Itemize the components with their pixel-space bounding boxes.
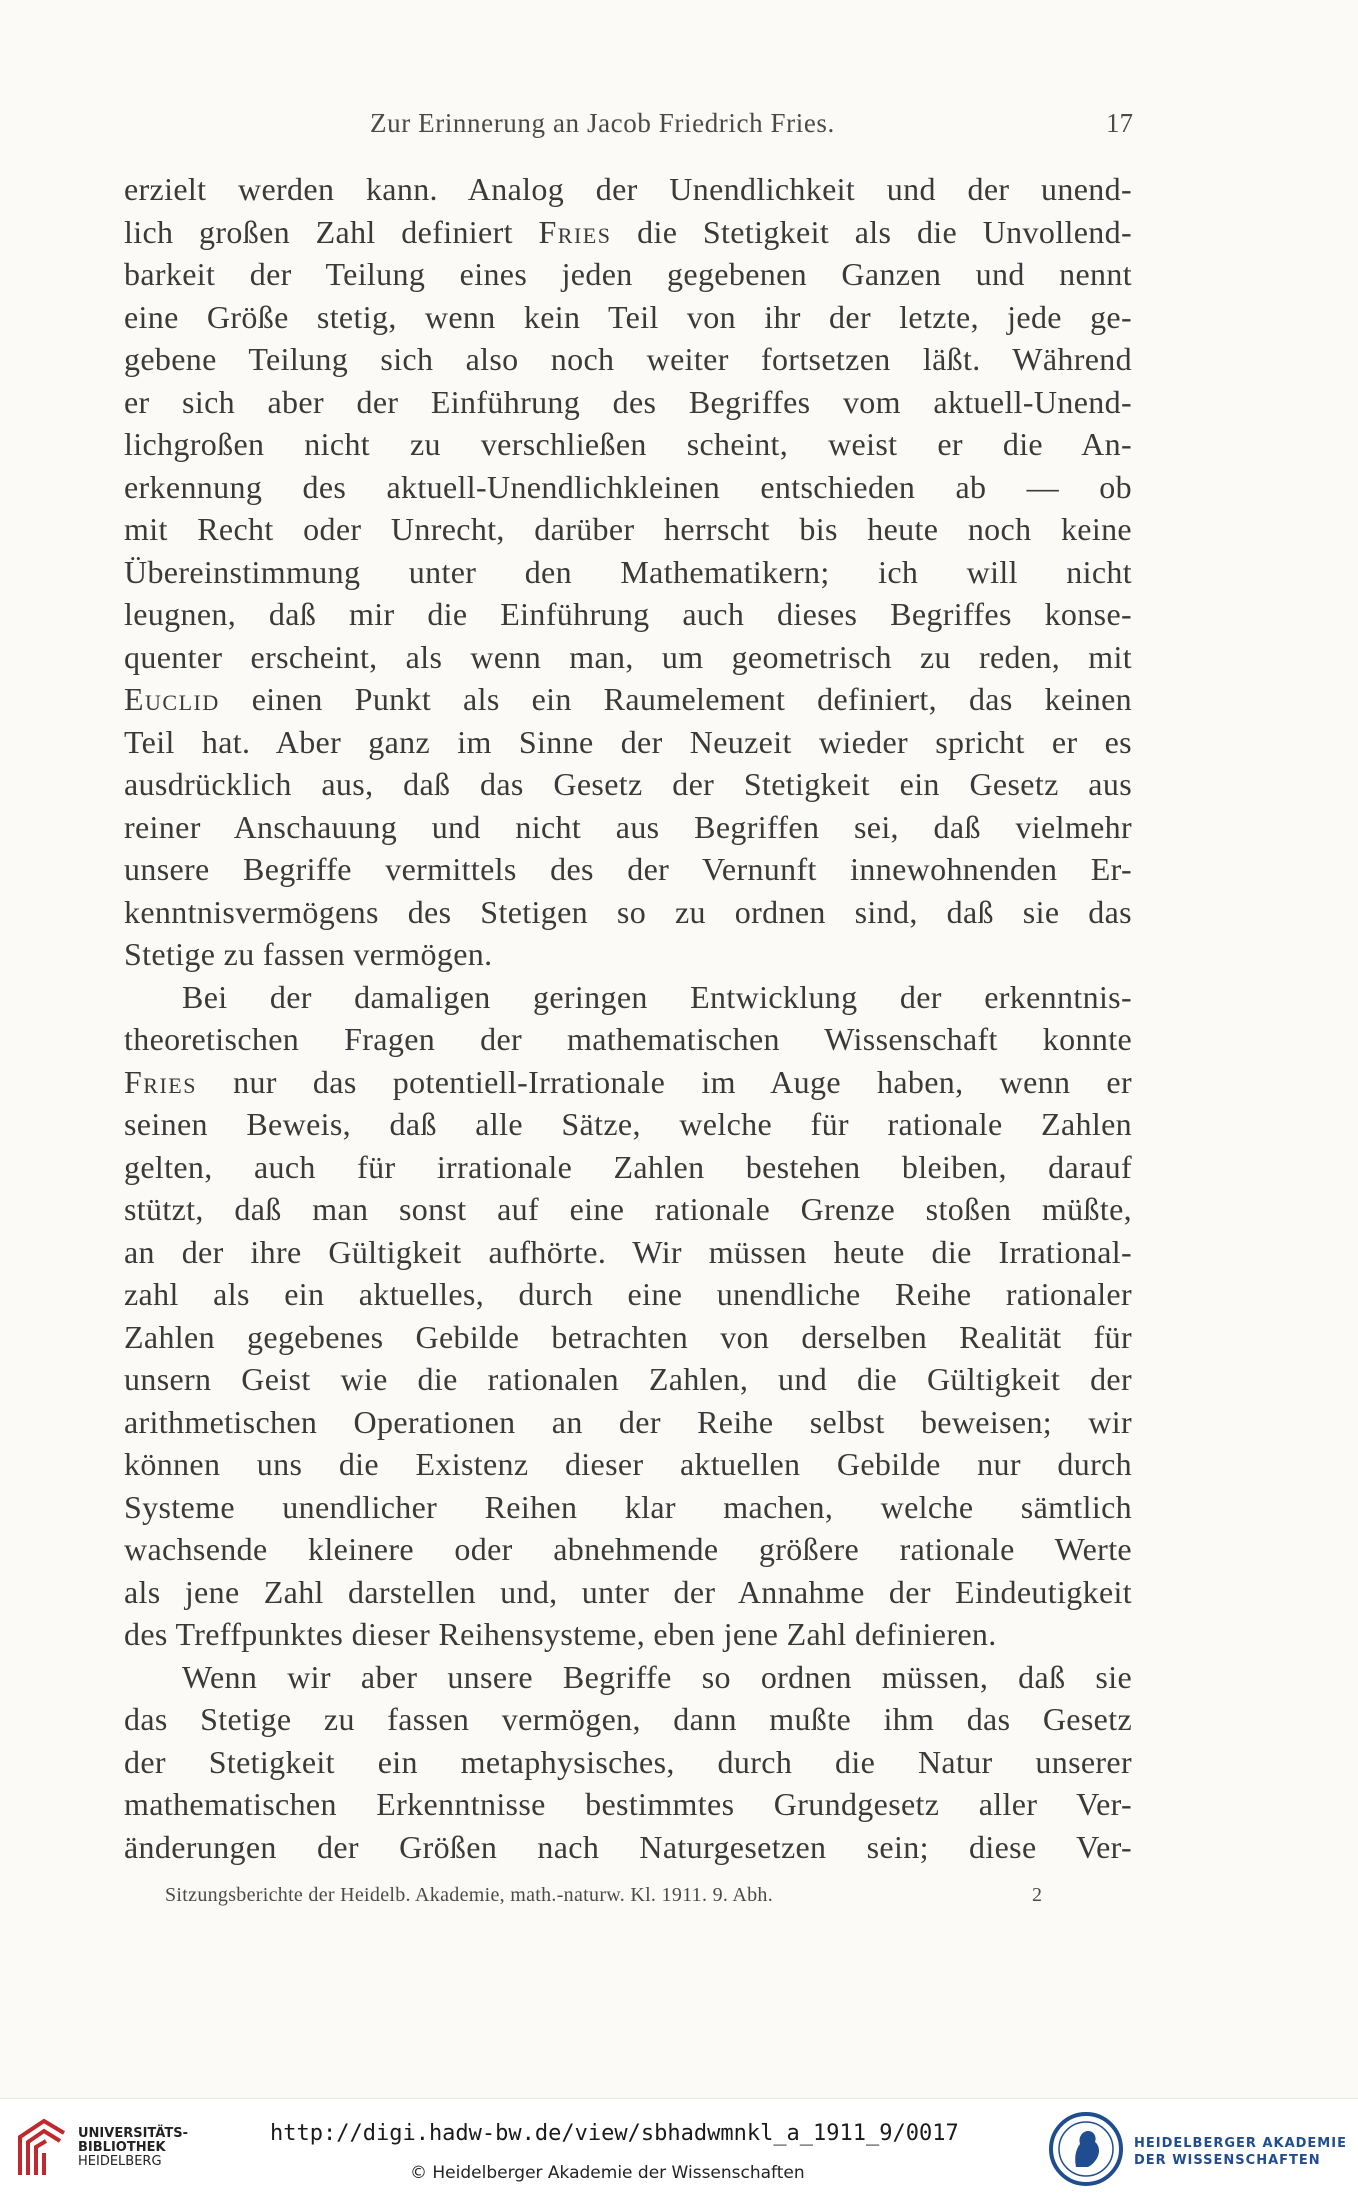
text-line: stützt, daß man sonst auf eine rationale Grenze stoßen müßte, (124, 1191, 1132, 1227)
body-text (124, 168, 1132, 1868)
running-title: Zur Erinnerung an Jacob Friedrich Fries. (370, 108, 835, 138)
text-line: Übereinstimmung unter den Mathematikern; ich will nicht (124, 553, 1132, 590)
text-line: änderungen der Größen nach Naturgesetzen sein; diese Ver- (124, 1828, 1132, 1865)
text-line: eine Größe stetig, wenn kein Teil von ihr der letzte, jede ge- (124, 298, 1132, 335)
text-line: unsern Geist wie die rationalen Zahlen, und die Gültigkeit der (124, 1361, 1132, 1397)
text-line: gelten, auch für irrationale Zahlen bestehen bleiben, darauf (124, 1148, 1132, 1185)
text-line: an der ihre Gültigkeit aufhörte. Wir müssen heute die Irrational- (124, 1233, 1132, 1270)
text-line: Fries nur das potentiell-Irrationale im Auge haben, wenn er (124, 1063, 1132, 1100)
text-line: Wenn wir aber unsere Begriffe so ordnen müssen, daß sie (182, 1658, 1132, 1695)
academy-label: HEIDELBERGER AKADEMIE DER WISSENSCHAFTEN (1134, 2136, 1347, 2168)
text-line: der Stetigkeit ein metaphysisches, durch die Natur unserer (124, 1743, 1132, 1780)
text-line: er sich aber der Einführung des Begriffes vom aktuell-Unend- (124, 383, 1132, 420)
text-line: gebene Teilung sich also noch weiter fortsetzen läßt. Während (124, 341, 1132, 377)
text-line: barkeit der Teilung eines jeden gegebenen Ganzen und nennt (124, 256, 1132, 292)
name-fries: Fries (538, 213, 612, 250)
text-line: erkennung des aktuell-Unendlichkleinen entschieden ab — ob (124, 468, 1132, 505)
text-line: des Treffpunktes dieser Reihensysteme, eben jene Zahl definieren. (124, 1616, 997, 1652)
text-line: Systeme unendlicher Reihen klar machen, welche sämtlich (124, 1488, 1132, 1525)
text-line: das Stetige zu fassen vermögen, dann mußte ihm das Gesetz (124, 1701, 1132, 1737)
text-line: reiner Anschauung und nicht aus Begriffen sei, daß vielmehr (124, 808, 1132, 845)
text-line: quenter erscheint, als wenn man, um geometrisch zu reden, mit (124, 638, 1132, 675)
name-fries: Fries (124, 1063, 197, 1100)
text-line: Teil hat. Aber ganz im Sinne der Neuzeit wieder spricht er es (124, 723, 1132, 760)
text-line: erzielt werden kann. Analog der Unendlichkeit und der unend- (124, 171, 1132, 207)
permalink-url[interactable]: http://digi.hadw-bw.de/view/sbhadwmnkl_a_1911_9/0017 (270, 2121, 959, 2146)
text-line: theoretischen Fragen der mathematischen Wissenschaft konnte (124, 1021, 1132, 1057)
text-line: seinen Beweis, daß alle Sätze, welche für rationale Zahlen (124, 1106, 1132, 1142)
text-line: zahl als ein aktuelles, durch eine unendliche Reihe rationaler (124, 1276, 1132, 1312)
sheet-number: 2 (1032, 1884, 1042, 1906)
text-line: Stetige zu fassen vermögen. (124, 936, 493, 972)
text-line: kenntnisvermögens des Stetigen so zu ordnen sind, daß sie das (124, 893, 1132, 930)
text-line: unsere Begriffe vermittels des der Vernunft innewohnenden Er- (124, 851, 1132, 887)
page-number: 17 (1106, 108, 1133, 138)
ub-heidelberg-label: UNIVERSITÄTS- BIBLIOTHEK HEIDELBERG (78, 2126, 188, 2169)
text-line: Euclid einen Punkt als ein Raumelement definiert, das keinen (124, 681, 1132, 717)
text-line: wachsende kleinere oder abnehmende größere rationale Werte (124, 1531, 1132, 1567)
text-line: mathematischen Erkenntnisse bestimmtes Grundgesetz aller Ver- (124, 1786, 1132, 1822)
text-line: lichgroßen nicht zu verschließen scheint, weist er die An- (124, 426, 1132, 462)
signature-line: Sitzungsberichte der Heidelb. Akademie, math.-naturw. Kl. 1911. 9. Abh. (165, 1884, 774, 1906)
text-line: können uns die Existenz dieser aktuellen Gebilde nur durch (124, 1446, 1132, 1482)
academy-seal-icon (1048, 2111, 1124, 2187)
name-euclid: Euclid (124, 681, 220, 717)
ub-heidelberg-logo-icon (14, 2115, 70, 2177)
text-line: ausdrücklich aus, daß das Gesetz der Stetigkeit ein Gesetz aus (124, 766, 1132, 802)
text-line: Zahlen gegebenes Gebilde betrachten von derselben Realität für (124, 1318, 1132, 1355)
text-line: als jene Zahl darstellen und, unter der Annahme der Eindeutigkeit (124, 1573, 1132, 1610)
viewer-footer (0, 2098, 1358, 2201)
text-line: arithmetischen Operationen an der Reihe selbst beweisen; wir (124, 1403, 1132, 1440)
copyright-notice: © Heidelberger Akademie der Wissenschaften (410, 2163, 805, 2183)
text-line: Bei der damaligen geringen Entwicklung der erkenntnis- (182, 978, 1132, 1015)
text-line: mit Recht oder Unrecht, darüber herrscht bis heute noch keine (124, 511, 1132, 547)
text-line: leugnen, daß mir die Einführung auch dieses Begriffes konse- (124, 596, 1132, 632)
text-line: lich großen Zahl definiert Fries die Stetigkeit als die Unvollend- (124, 213, 1132, 250)
